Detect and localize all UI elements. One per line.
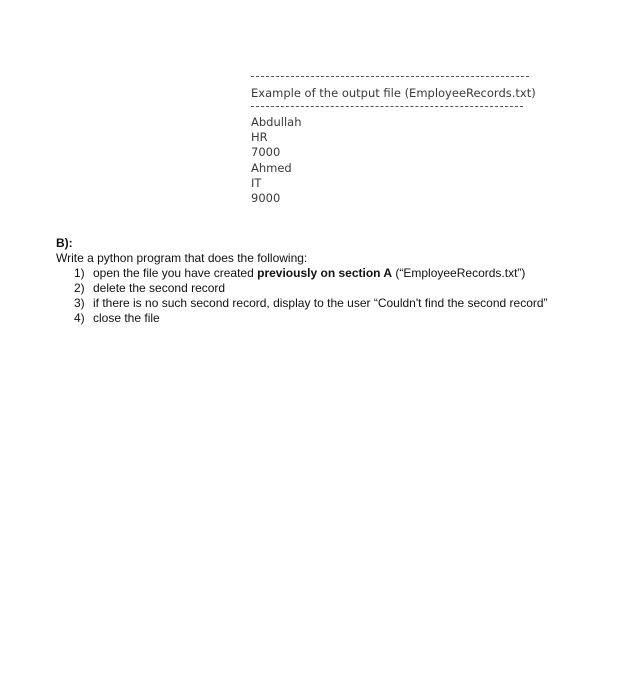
step-number: 2) [74, 281, 85, 295]
step-text: delete the second record [93, 281, 226, 295]
record-line: HR [251, 130, 268, 145]
step-text-part: open the file you have created [93, 266, 258, 280]
step-item [56, 266, 572, 281]
step-text: if there is no such second record, display to the user “Couldn't find the second record” [93, 296, 548, 310]
record-line: Ahmed [251, 160, 292, 175]
section-b [56, 236, 572, 326]
step-text [93, 266, 572, 281]
example-title: Example of the output file (EmployeeRecords.txt) [251, 86, 536, 100]
record-line: IT [251, 175, 262, 190]
step-text: close the file [93, 311, 160, 325]
step-text-bold: previously on section A [257, 266, 393, 280]
step-text-part: (“EmployeeRecords.txt”) [392, 266, 526, 280]
step-number: 4) [74, 311, 85, 325]
record-line: 7000 [251, 145, 281, 160]
example-output-box [251, 70, 541, 206]
step-item [56, 311, 572, 326]
step-item [56, 281, 572, 296]
record-list [251, 107, 541, 206]
step-number: 3) [74, 296, 85, 310]
step-item [56, 296, 572, 311]
record-line: 9000 [251, 191, 281, 206]
record-line: Abdullah [251, 115, 302, 129]
section-intro: Write a python program that does the following: [56, 251, 308, 265]
step-number: 1) [74, 266, 85, 280]
section-heading: B): [56, 236, 73, 250]
steps-list [56, 266, 572, 326]
